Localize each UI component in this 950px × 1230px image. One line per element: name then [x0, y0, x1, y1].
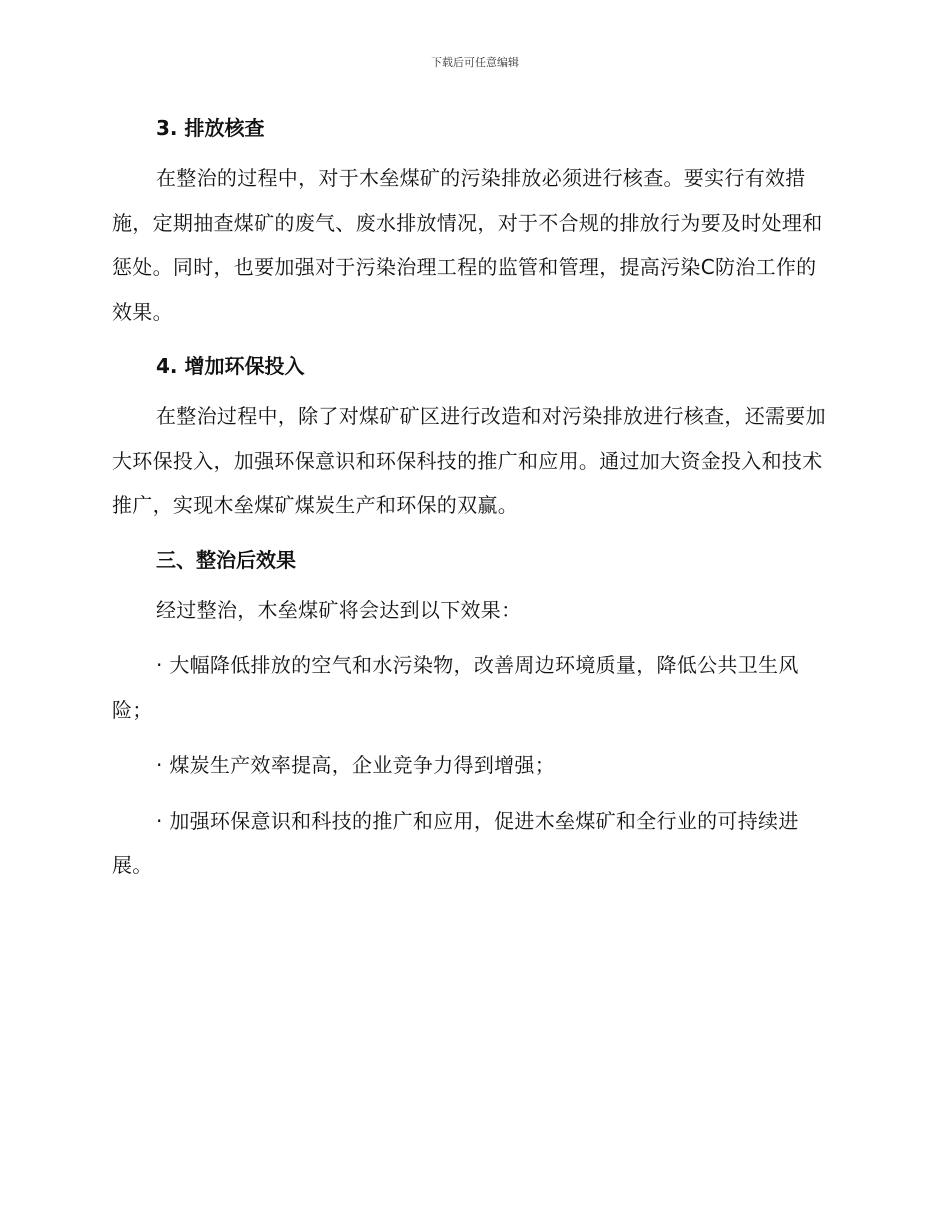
bullet-item: · 大幅降低排放的空气和水污染物，改善周边环境质量，降低公共卫生风险； [112, 653, 799, 722]
paragraph-emission-check: 在整治的过程中，对于木垒煤矿的污染排放必须进行核查。要实行有效措施，定期抽查煤矿的废气、废水排放情况，对于不合规的排放行为要及时处理和惩处。同时，也要加强对于污染治理工程的监管和管理，提高污染C防治工作的效果。 [112, 166, 823, 324]
section-heading-emission-check: 3. 排放核查 [156, 116, 265, 140]
bullet-item: · 煤炭生产效率提高，企业竞争力得到增强； [156, 753, 556, 777]
section-heading-results: 三、整治后效果 [156, 547, 296, 572]
paragraph-results-intro: 经过整治，木垒煤矿将会达到以下效果： [156, 597, 522, 622]
paragraph-env-investment: 在整治过程中，除了对煤矿矿区进行改造和对污染排放进行核查，还需要加大环保投入，加强环保意识和环保科技的推广和应用。通过加大资金投入和技术推广，实现木垒煤矿煤炭生产和环保的双赢。 [112, 404, 826, 517]
page-header-note: 下载后可任意编辑 [431, 56, 519, 69]
bullet-item: · 加强环保意识和科技的推广和应用，促进木垒煤矿和全行业的可持续进展。 [112, 808, 799, 877]
section-heading-env-investment: 4. 增加环保投入 [156, 354, 305, 378]
document-body [112, 110, 832, 888]
